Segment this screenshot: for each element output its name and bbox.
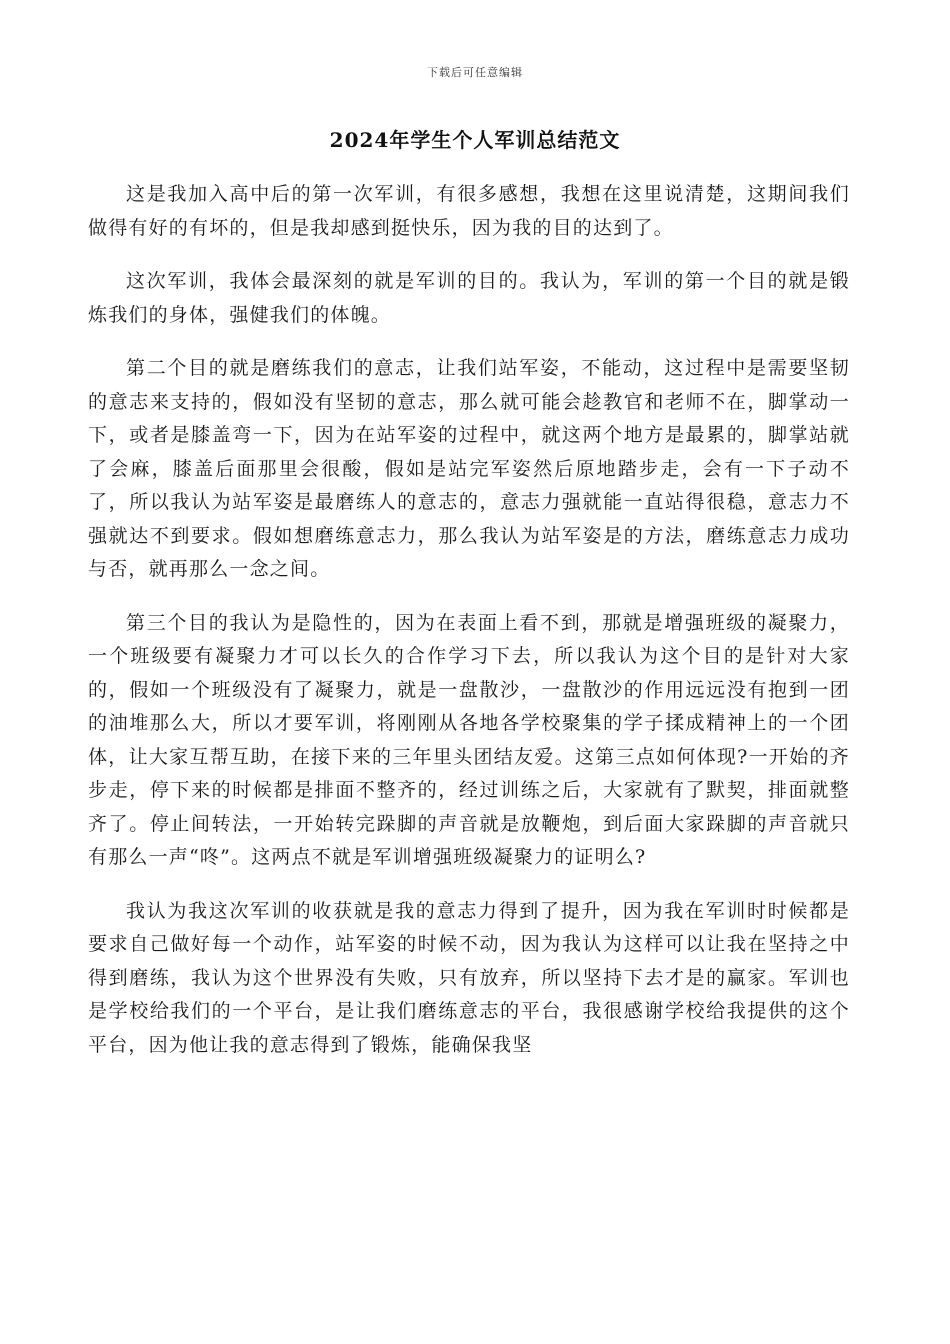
paragraph-1: 这是我加入高中后的第一次军训，有很多感想，我想在这里说清楚，这期间我们做得有好的有坏的，但是我却感到挺快乐，因为我的目的达到了。: [88, 183, 850, 239]
paragraph-2: 这次军训，我体会最深刻的就是军训的目的。我认为，军训的第一个目的就是锻炼我们的身体，强健我们的体魄。: [88, 270, 850, 326]
document-title: 2024年学生个人军训总结范文: [329, 128, 621, 152]
document-body: [88, 178, 850, 1082]
paragraph-3: 第二个目的就是磨练我们的意志，让我们站军姿，不能动，这过程中是需要坚韧的意志来支持的，假如没有坚韧的意志，那么就可能会趁教官和老师不在，脚掌动一下，或者是膝盖弯一下，因为在站军姿的过程中，就这两个地方是最累的，脚掌站就了会麻，膝盖后面那里会很酸，假如是站完军姿然后原地踏步走，会有一下子动不了，所以我认为站军姿是最磨练人的意志的，意志力强就能一直站得很稳，意志力不强就达不到要求。假如想磨练意志力，那么我认为站军姿是的方法，磨练意志力成功与否，就再那么一念之间。: [88, 357, 850, 580]
paragraph-4: 第三个目的我认为是隐性的，因为在表面上看不到，那就是增强班级的凝聚力，一个班级要有凝聚力才可以长久的合作学习下去，所以我认为这个目的是针对大家的，假如一个班级没有了凝聚力，就是一盘散沙，一盘散沙的作用远远没有抱到一团的油堆那么大，所以才要军训，将刚刚从各地各学校聚集的学子揉成精神上的一个团体，让大家互帮互助，在接下来的三年里头团结友爱。这第三点如何体现?一开始的齐步走，停下来的时候都是排面不整齐的，经过训练之后，大家就有了默契，排面就整齐了。停止间转法，一开始转完跺脚的声音就是放鞭炮，到后面大家跺脚的声音就只有那么一声“咚”。这两点不就是军训增强班级凝聚力的证明么?: [88, 611, 850, 868]
paragraph-5: 我认为我这次军训的收获就是我的意志力得到了提升，因为我在军训时时候都是要求自己做好每一个动作，站军姿的时候不动，因为我认为这样可以让我在坚持之中得到磨练，我认为这个世界没有失败，只有放弃，所以坚持下去才是的赢家。军训也是学校给我们的一个平台，是让我们磨练意志的平台，我很感谢学校给我提供的这个平台，因为他让我的意志得到了锻炼，能确保我坚: [88, 899, 850, 1056]
header-note: 下载后可任意编辑: [427, 66, 523, 79]
